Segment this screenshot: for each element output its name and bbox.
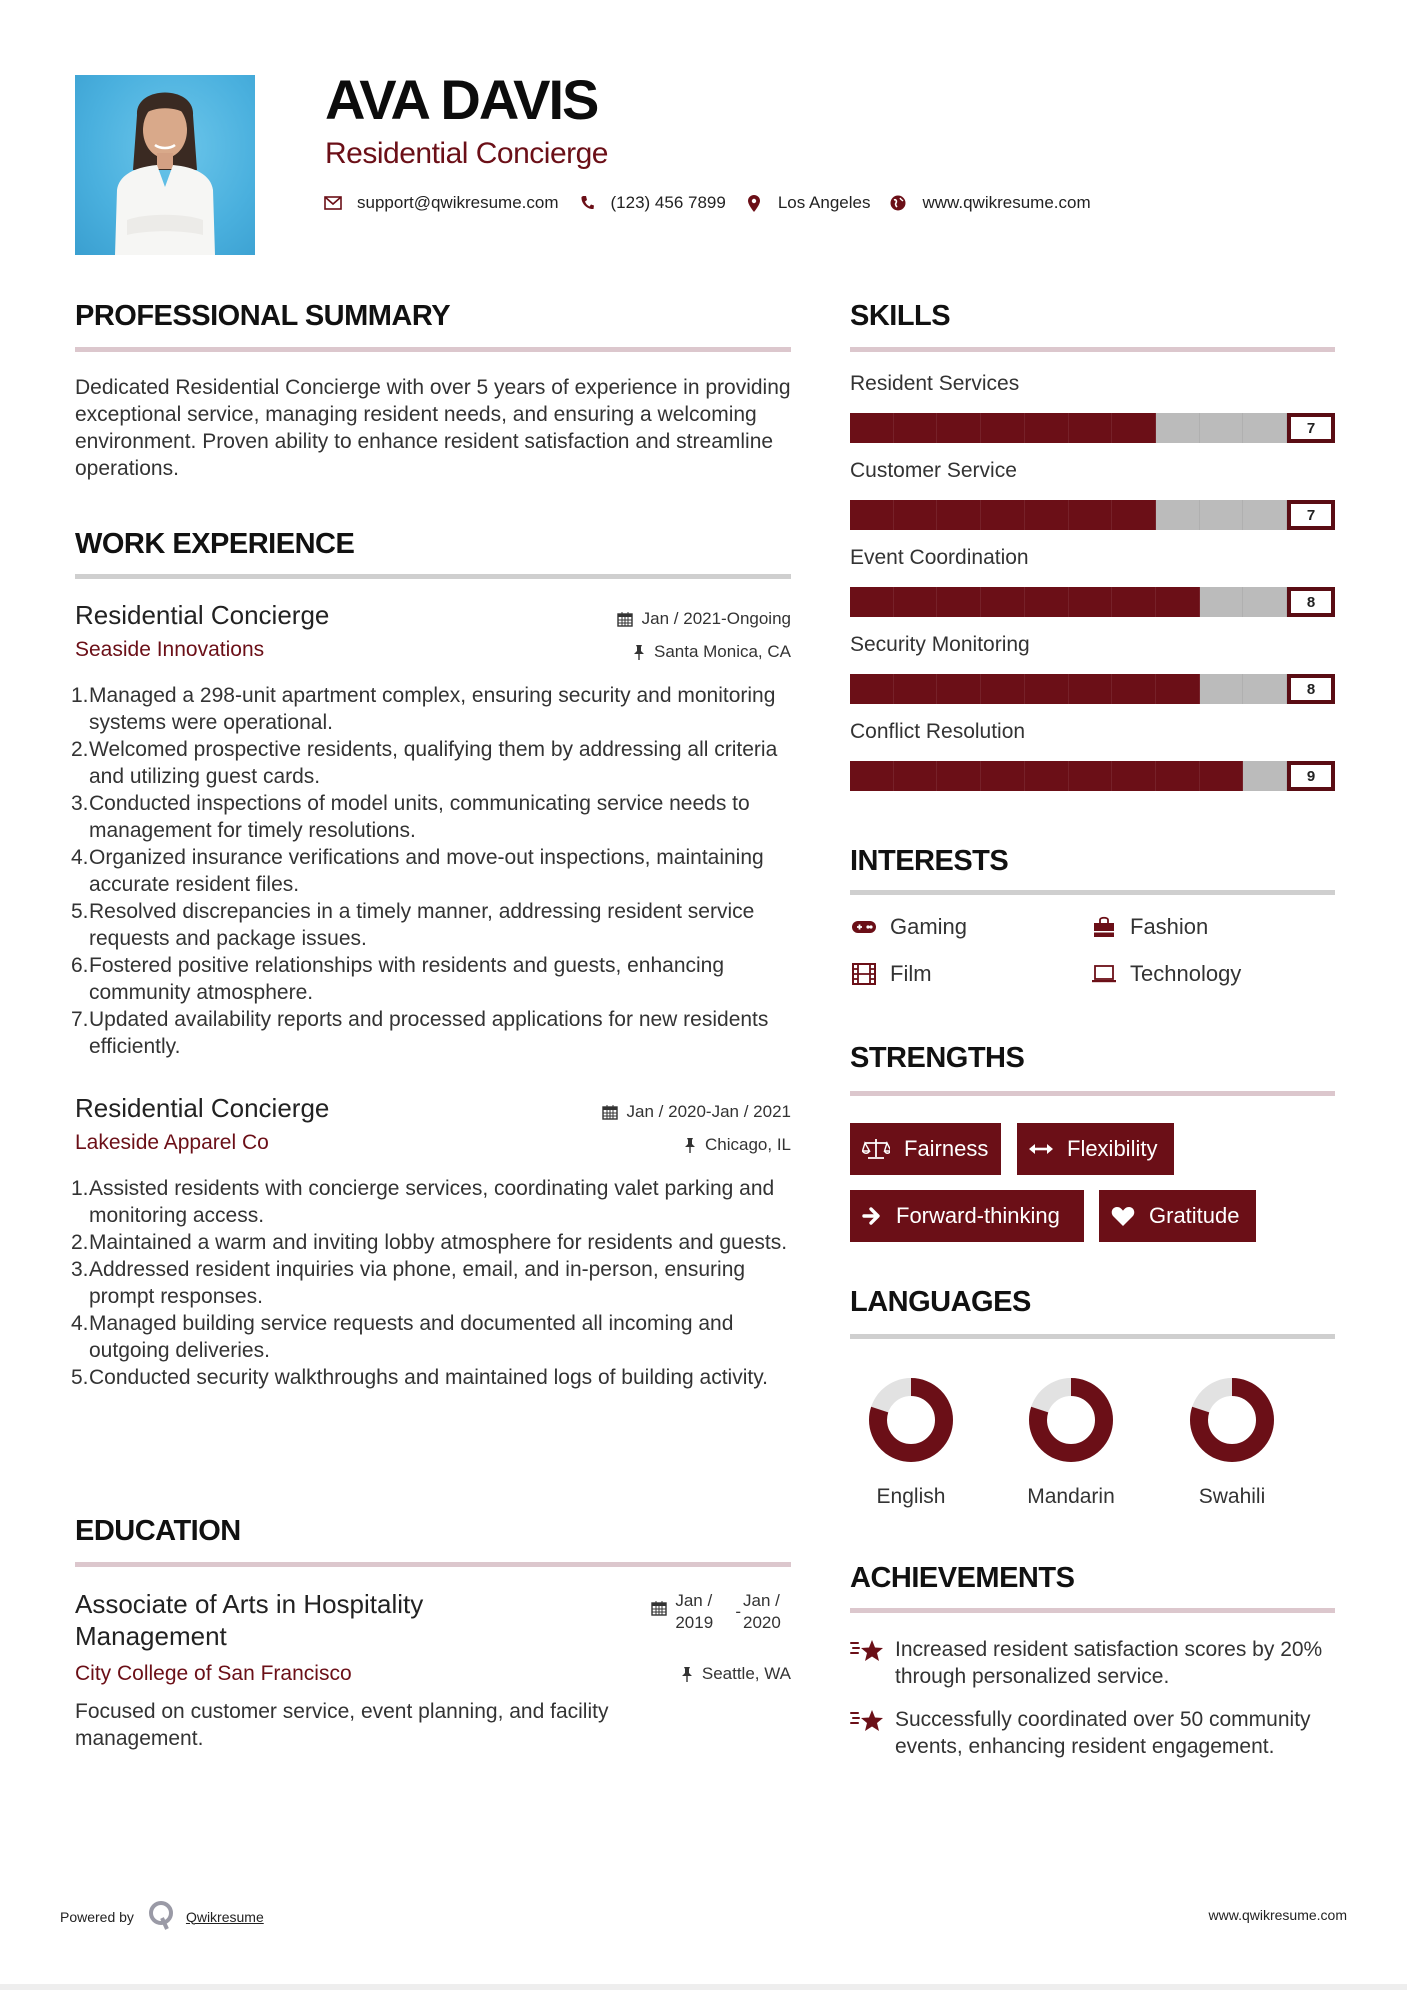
bullet-item: 5. Resolved discrepancies in a timely manner, addressing resident service requests and package issues. [71,900,755,950]
map-marker-icon [744,194,764,212]
bullet-item: 1. Assisted residents with concierge services, coordinating valet parking and monitoring access. [71,1177,775,1227]
laptop-icon [1090,962,1118,986]
skill-score: 7 [1287,413,1335,443]
interest-label: Technology [1130,961,1242,986]
strength-chip-forward-thinking [850,1190,1084,1242]
bullet-item: 6. Fostered positive relationships with residents and guests, enhancing community atmosphere. [71,954,725,1004]
company-name: Seaside Innovations [75,638,265,661]
skill-bar [850,413,1335,443]
achievement-text: Increased resident satisfaction scores by 20% through personalized service. [895,1638,1323,1688]
job-bullets [71,1175,791,1391]
calendar-icon [602,1104,618,1120]
qwikresume-logo-icon [148,1900,174,1933]
language-item-mandarin [1011,1377,1131,1509]
school-name: City College of San Francisco [75,1662,352,1685]
interest-item-gaming [850,914,967,940]
interest-item-fashion [1090,914,1208,940]
skill-bar [850,587,1335,617]
skill-bar [850,674,1335,704]
language-label: Mandarin [1027,1485,1115,1508]
candidate-title: Residential Concierge [325,137,608,170]
skill-label: Conflict Resolution [850,720,1026,743]
powered-by [60,1900,264,1933]
gamepad-icon [850,915,878,939]
skills-divider [850,347,1335,352]
contact-phone-text: (123) 456 7899 [610,193,726,212]
strength-label: Flexibility [1067,1136,1158,1161]
profile-photo [75,75,255,255]
skill-score: 8 [1287,674,1335,704]
experience-divider [75,574,791,579]
job-location [684,1135,791,1155]
summary-text: Dedicated Residential Concierge with over 5 years of experience in providing exceptional service, managing resident needs, and ensuring a welcoming environment. Proven ability to enhance resident satisfaction and streamline operations. [75,376,791,480]
footer-website[interactable]: www.qwikresume.com [1208,1907,1347,1923]
languages-divider [850,1334,1335,1339]
job-dates-text: Jan / 2021-Ongoing [641,609,791,628]
skill-label: Event Coordination [850,546,1029,569]
education-end: Jan / 2020 [743,1591,781,1632]
page-bottom-edge [0,1984,1407,1990]
person-photo-icon [75,75,255,255]
language-donut-chart [1189,1377,1275,1463]
achievement-text: Successfully coordinated over 50 community events, enhancing resident engagement. [895,1708,1311,1758]
education-location-text: Seattle, WA [701,1664,791,1683]
strength-chip-fairness [850,1123,1001,1175]
pushpin-icon [633,644,645,660]
strengths-divider [850,1091,1335,1096]
company-name: Lakeside Apparel Co [75,1131,269,1154]
language-label: Swahili [1198,1485,1266,1508]
strength-label: Gratitude [1149,1203,1240,1228]
interests-divider [850,890,1335,895]
language-donut-chart [868,1377,954,1463]
film-icon [850,962,878,986]
education-start: Jan / 2019 [675,1591,714,1632]
achievements-heading: ACHIEVEMENTS [850,1562,1075,1594]
language-label: English [876,1485,946,1508]
envelope-icon [323,194,343,212]
strength-chip-flexibility [1017,1123,1174,1175]
shopping-bag-icon [1090,915,1118,939]
strength-chip-gratitude [1099,1190,1256,1242]
interest-label: Fashion [1130,914,1209,939]
education-dates: Jan / 2019 - Jan / 2020 [651,1590,791,1634]
skills-heading: SKILLS [850,300,951,332]
skill-label: Security Monitoring [850,633,1030,656]
job-location [633,642,791,662]
strength-label: Fairness [904,1136,989,1161]
interests-heading: INTERESTS [850,845,1009,877]
shooting-star-icon [850,1708,886,1760]
education-divider [75,1562,791,1567]
pushpin-icon [684,1137,696,1153]
skill-label: Customer Service [850,459,1017,482]
skill-label: Resident Services [850,372,1020,395]
powered-by-label: Powered by [60,1908,134,1925]
job-location-text: Chicago, IL [705,1135,791,1154]
arrow-right-icon [862,1206,882,1226]
candidate-name: AVA DAVIS [325,68,598,131]
arrows-horizontal-icon [1029,1143,1053,1155]
bullet-item: 5. Conducted security walkthroughs and maintained logs of building activity. [71,1366,768,1389]
achievement-item [850,1636,1335,1690]
achievement-item [850,1706,1335,1760]
interest-label: Gaming [890,914,968,939]
skill-score: 8 [1287,587,1335,617]
balance-scale-icon [862,1138,890,1160]
job-title: Residential Concierge [75,1093,330,1123]
interest-item-film [850,961,932,987]
bullet-item: 2. Maintained a warm and inviting lobby atmosphere for residents and guests. [71,1231,788,1254]
pushpin-icon [681,1666,693,1682]
job-dates-text: Jan / 2020-Jan / 2021 [626,1102,791,1121]
bullet-item: 4. Managed building service requests and documented all incoming and outgoing deliveries. [71,1312,734,1362]
education-description: Focused on customer service, event planning, and facility management. [75,1700,609,1750]
job-dates [617,609,791,629]
language-donut-chart [1028,1377,1114,1463]
heart-icon [1111,1206,1135,1227]
degree-title: Associate of Arts in Hospitality Management [75,1589,424,1651]
phone-icon [577,194,597,212]
job-location-text: Santa Monica, CA [653,642,791,661]
shooting-star-icon [850,1638,886,1690]
contact-email-text: support@qwikresume.com [357,193,559,212]
education-location [681,1664,791,1684]
skills-list [850,372,1335,802]
calendar-icon [617,611,633,627]
contact-location-text: Los Angeles [777,193,871,212]
achievements-divider [850,1608,1335,1613]
skill-bar [850,500,1335,530]
bullet-item: 3. Conducted inspections of model units, communicating service needs to management for timely resolutions. [71,792,750,842]
bullet-item: 1. Managed a 298-unit apartment complex, ensuring security and monitoring systems were operational. [71,684,776,734]
contact-phone[interactable] [577,193,726,213]
language-item-swahili [1172,1377,1292,1509]
bullet-item: 4. Organized insurance verifications and move-out inspections, maintaining accurate resident files. [71,846,764,896]
bullet-item: 2. Welcomed prospective residents, qualifying them by addressing all criteria and utilizing guest cards. [71,738,778,788]
summary-heading: PROFESSIONAL SUMMARY [75,300,451,332]
job-bullets [71,682,791,1060]
job-entry [71,600,791,1060]
contact-bar [323,193,1109,213]
job-entry [71,1093,791,1453]
experience-heading: WORK EXPERIENCE [75,528,355,560]
contact-email[interactable] [323,193,559,213]
skill-bar [850,761,1335,791]
contact-website-text: www.qwikresume.com [922,193,1091,212]
strengths-heading: STRENGTHS [850,1042,1025,1074]
globe-icon [888,194,908,212]
contact-location [744,193,871,213]
skill-score: 9 [1287,761,1335,791]
interest-label: Film [890,961,932,986]
bullet-item: 3. Addressed resident inquiries via phone, email, and in-person, ensuring prompt responses. [71,1258,746,1308]
achievements-list [850,1636,1335,1816]
contact-website[interactable] [888,193,1090,213]
skill-score: 7 [1287,500,1335,530]
summary-divider [75,347,791,352]
strength-label: Forward-thinking [896,1203,1060,1228]
job-dates [602,1102,791,1122]
qwikresume-link[interactable]: Qwikresume [185,1908,264,1925]
languages-heading: LANGUAGES [850,1286,1031,1318]
calendar-icon [651,1600,667,1634]
job-title: Residential Concierge [75,600,330,630]
education-entry [75,1588,791,1758]
language-item-english [851,1377,971,1509]
bullet-item: 7. Updated availability reports and processed applications for new residents efficiently. [71,1008,769,1058]
education-heading: EDUCATION [75,1515,241,1547]
interest-item-technology [1090,961,1241,987]
